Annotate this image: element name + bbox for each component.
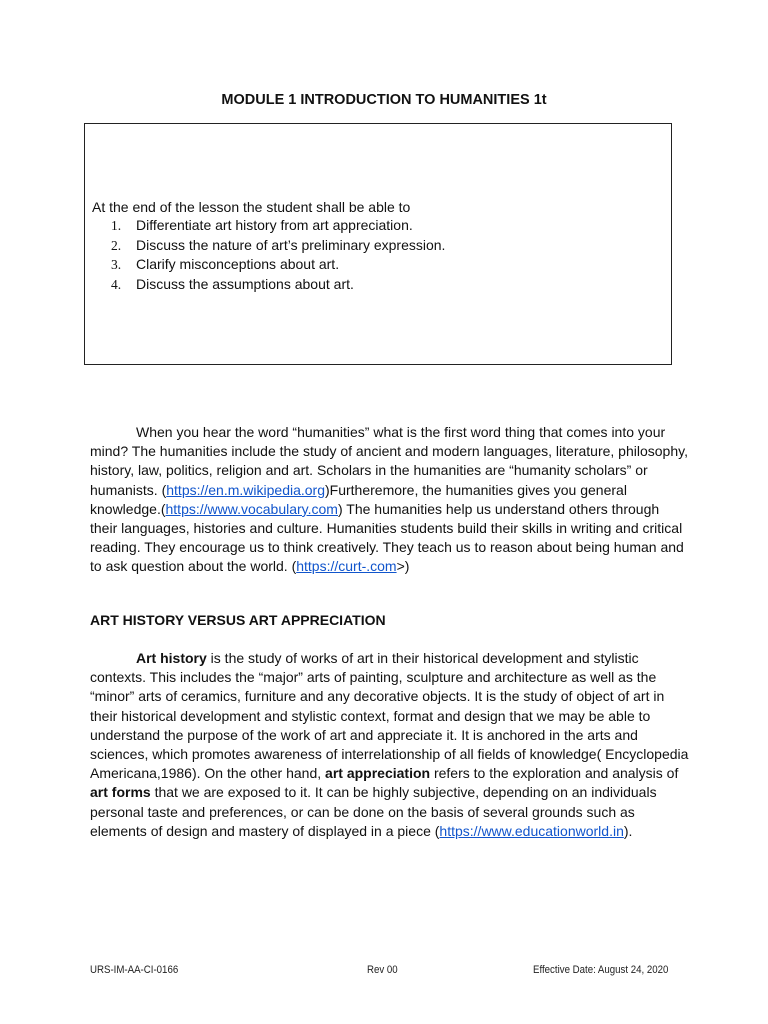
objective-item <box>111 236 445 256</box>
section-heading: ART HISTORY VERSUS ART APPRECIATION <box>90 612 386 628</box>
wikipedia-link[interactable]: https://en.m.wikipedia.org <box>166 481 325 498</box>
vocabulary-link[interactable]: https://www.vocabulary.com <box>165 500 338 517</box>
objective-item <box>111 255 445 275</box>
objective-item <box>111 275 445 295</box>
intro-text-2: )Furtheremore, the humanities gives you general knowledge.( <box>90 481 627 517</box>
intro-text-4: >) <box>396 558 410 575</box>
term-art-forms: art forms <box>90 784 151 801</box>
objective-text: Discuss the nature of art’s preliminary expression. <box>136 236 446 253</box>
footer-effective-date: Effective Date: August 24, 2020 <box>533 964 669 976</box>
art-text-1: is the study of works of art in their historical development and stylistic contexts. This includes the “major” arts of painting, sculpture and architecture as well as the “minor” arts of ceramics, furniture and any decorative objects. It is the study of object of art in their historical development and stylistic context, format and design that we may be able to understand the purpose of the work of art and appreciate it. It is anchored in the arts and sciences, which promotes awareness of interrelationship of all fields of knowledge( Encyclopedia Americana,1986). On the other hand, <box>90 650 689 782</box>
objectives-box <box>84 123 672 365</box>
module-title: MODULE 1 INTRODUCTION TO HUMANITIES 1t <box>221 92 547 108</box>
footer-revision: Rev 00 <box>367 964 398 976</box>
art-text-2: refers to the exploration and analysis of <box>430 765 679 782</box>
objectives-list <box>111 216 445 294</box>
intro-text-1: When you hear the word “humanities” what is the first word thing that comes into your mind? The humanities include the study of ancient and modern languages, literature, philosophy, history, law, politics, religion and art. Scholars in the humanities are “humanity scholars” or humanists. ( <box>90 424 688 498</box>
intro-text-3: ) The humanities help us understand others through their languages, histories and culture. Humanities students build their skills in writing and critical reading. They encourage us to think creatively. They teach us to reason about being human and to ask question about the world. ( <box>90 500 684 575</box>
objectives-intro: At the end of the lesson the student shall be able to <box>92 199 411 215</box>
objective-text: Discuss the assumptions about art. <box>136 275 354 292</box>
objective-number: 2. <box>111 237 122 253</box>
objective-text: Differentiate art history from art appreciation. <box>136 217 413 233</box>
educationworld-link[interactable]: https://www.educationworld.in <box>439 822 624 839</box>
art-text-3: that we are exposed to it. It can be highly subjective, depending on an individuals personal taste and preferences, or can be done on the basis of several grounds such as elements of design and mastery of displayed in a piece ( <box>90 784 657 839</box>
footer-document-code: URS-IM-AA-CI-0166 <box>90 964 179 976</box>
objective-number: 4. <box>111 276 122 292</box>
art-paragraph <box>90 649 690 841</box>
term-art-history: Art history <box>136 650 207 666</box>
objective-item <box>111 216 445 236</box>
objective-number: 3. <box>111 257 122 272</box>
curt-link[interactable]: https://curt-.com <box>296 558 397 575</box>
art-text-4: ). <box>623 822 633 839</box>
term-art-appreciation: art appreciation <box>325 765 431 782</box>
objective-number: 1. <box>111 218 122 233</box>
objective-text: Clarify misconceptions about art. <box>136 256 340 272</box>
intro-paragraph <box>90 423 690 577</box>
